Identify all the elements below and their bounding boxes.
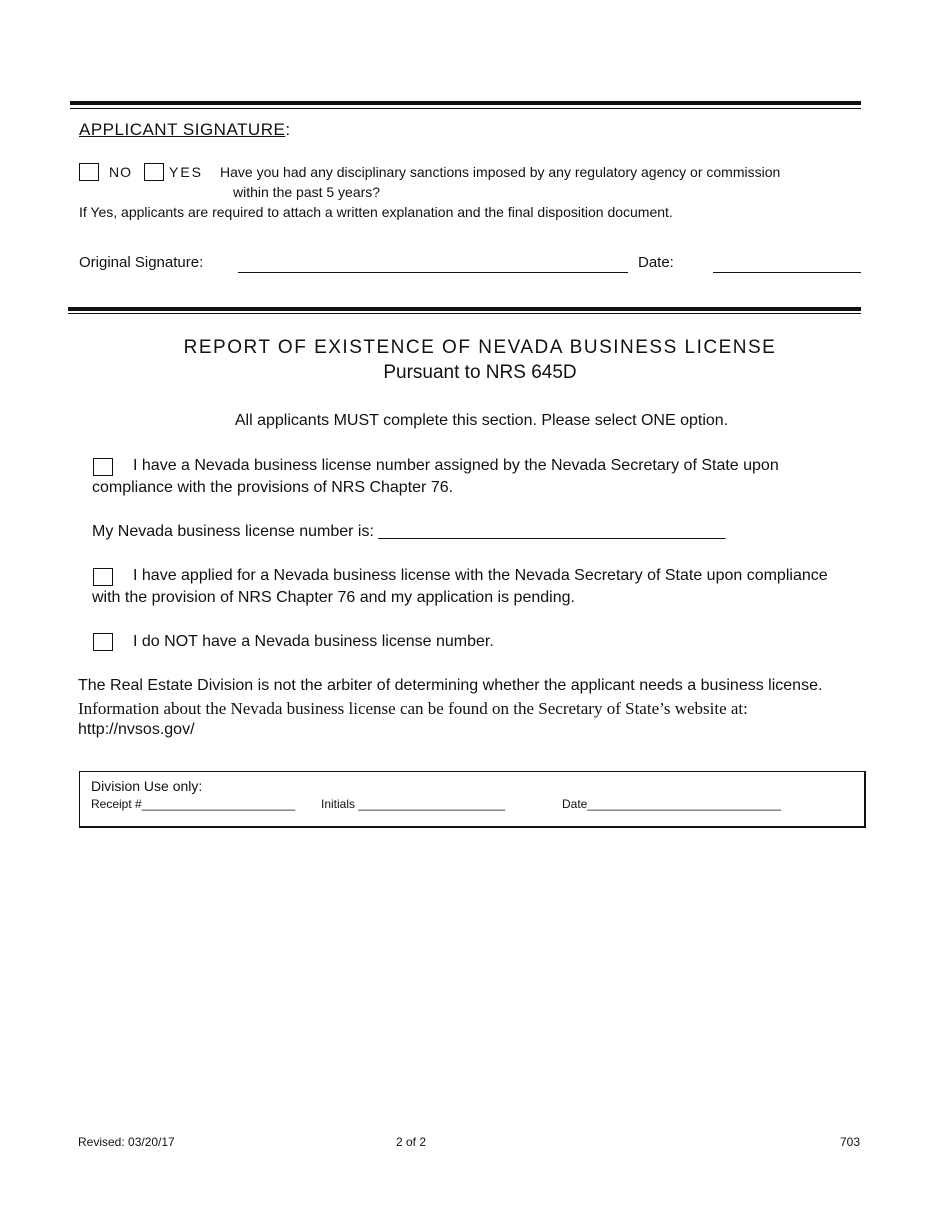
form-number: 703 [839, 1135, 860, 1149]
applicant-signature-heading: APPLICANT SIGNATURE: [79, 120, 291, 139]
license-number-field[interactable]: My Nevada business license number is: _______________________________________ [92, 523, 726, 540]
division-use-title: Division Use only: [91, 778, 203, 794]
date-field[interactable] [713, 272, 861, 273]
no-checkbox[interactable] [79, 163, 99, 181]
disciplinary-note: If Yes, applicants are required to attach a written explanation and the final disposition document. [79, 204, 673, 220]
receipt-field[interactable]: Receipt #_______________________ [91, 797, 296, 811]
option2-line1: I have applied for a Nevada business license with the Nevada Secretary of State upon compliance [133, 567, 828, 584]
yes-label: YES [169, 164, 204, 180]
disclaimer-line2: Information about the Nevada business license can be found on the Secretary of State’s website at: [78, 699, 748, 718]
middle-rule-thin [68, 313, 861, 314]
license-instruction: All applicants MUST complete this section. Please select ONE option. [234, 412, 729, 429]
original-signature-field[interactable] [238, 272, 628, 273]
option3-label: I do NOT have a Nevada business license number. [133, 633, 494, 650]
division-use-box [79, 771, 866, 828]
division-date-field[interactable]: Date_____________________________ [562, 797, 781, 811]
license-section-subtitle: Pursuant to NRS 645D [383, 362, 577, 383]
no-label: NO [109, 164, 132, 180]
yes-checkbox[interactable] [144, 163, 164, 181]
original-signature-label: Original Signature: [79, 254, 204, 271]
option2-line2: with the provision of NRS Chapter 76 and my application is pending. [92, 589, 575, 606]
disclaimer-line1: The Real Estate Division is not the arbiter of determining whether the applicant needs a business license. [78, 677, 823, 694]
page-number: 2 of 2 [396, 1135, 427, 1149]
option1-line2: compliance with the provisions of NRS Chapter 76. [92, 479, 454, 496]
middle-rule-thick [68, 307, 861, 311]
disciplinary-question-line2: within the past 5 years? [233, 184, 381, 200]
nvsos-link[interactable]: http://nvsos.gov/ [78, 721, 195, 738]
initials-field[interactable]: Initials ______________________ [321, 797, 506, 811]
option1-checkbox[interactable] [93, 458, 113, 476]
license-section-title: REPORT OF EXISTENCE OF NEVADA BUSINESS LICENSE [183, 337, 777, 358]
revised-date: Revised: 03/20/17 [78, 1135, 175, 1149]
top-rule-thin [70, 108, 861, 109]
option1-line1: I have a Nevada business license number assigned by the Nevada Secretary of State upon [133, 457, 779, 474]
option3-checkbox[interactable] [93, 633, 113, 651]
option2-checkbox[interactable] [93, 568, 113, 586]
date-label: Date: [638, 254, 674, 271]
disciplinary-question-line1: Have you had any disciplinary sanctions imposed by any regulatory agency or commission [220, 164, 781, 180]
top-rule-thick [70, 101, 861, 105]
